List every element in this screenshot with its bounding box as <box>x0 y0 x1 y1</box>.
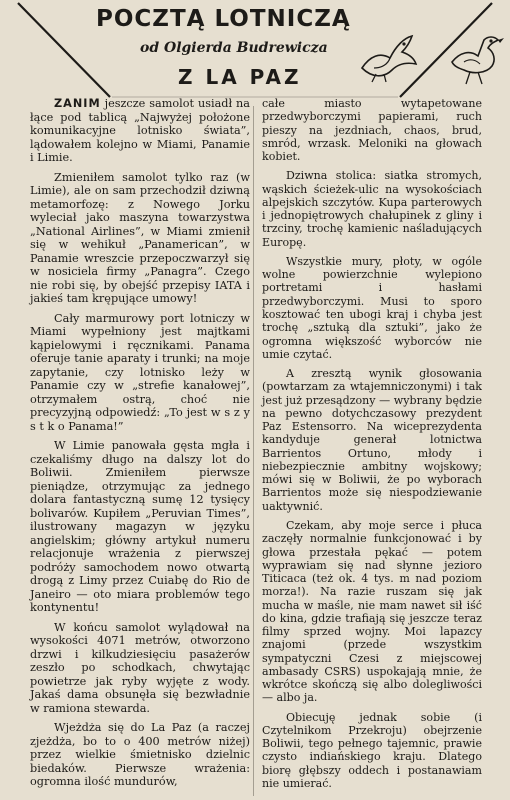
bird-illustration-right <box>444 28 504 86</box>
paragraph: Obiecuję jednak sobie (i Czytelnikom Przekroju) obejrzenie Boliwii, tego pełnego tajemnic, prawie czysto indiańskiego kraju. Dlatego biorę głębszy oddech i postanawiam nie umierać. <box>262 710 482 791</box>
paragraph: Dziwna stolica: siatka stromych, wąskich ścieżek-ulic na wysokościach alpejskich szczytów. Kupa parterowych i jednopiętrowych chałupinek z gliny i trzciny, trochę kamienic naśladujących Europę. <box>262 169 482 249</box>
paragraph: całe miasto wytapetowane przedwyborczymi papierami, ruch pieszy na jezdniach, chaos, brud, smród, wrzask. Meloniki na głowach kobiet. <box>262 97 482 164</box>
paragraph: W końcu samolot wylądował na wysokości 4071 metrów, otworzono drzwi i kilkudziesięciu pasażerów zeszło po schodkach, chwytając powietrze jak ryby wyjęte z wody. Jakaś dama obsunęła się bezwładnie w ramiona stewarda. <box>30 620 250 715</box>
column-divider <box>253 106 254 796</box>
paragraph: W Limie panowała gęsta mgła i czekaliśmy długo na dalszy lot do Boliwii. Zmieniłem pierwsze pieniądze, otrzymując za jednego dolara fantastyczną sumę 12 tysięcy bolivarów. Kupiłem „Peruvian Times”, ilustrowany magazyn w języku angielskim; główny artykuł numeru relacjonuje wrażenia z pierwszej podróży samochodem nowo otwartą drogą z Limy przez Cuiabę do Rio de Janeiro — oto miara problemów tego kontynentu! <box>30 439 250 614</box>
article-column-left <box>30 97 250 795</box>
article-header <box>0 0 510 104</box>
paragraph <box>30 97 250 165</box>
byline: od Olgierda Budrewicza <box>140 40 328 56</box>
lead-word: ZANIM <box>54 97 101 110</box>
paragraph: Cały marmurowy port lotniczy w Miami wypełniony jest majtkami kąpielowymi i ręcznikami. Panama oferuje tanie aparaty i trunki; na moje zapytanie, czy lotnisko leży w Panamie czy w „strefie kanałowej”, otrzymałem ostrą, choć nie precyzyjną odpowiedź: „To jest w s z y s t k o Panama!” <box>30 311 250 433</box>
paragraph-text: jeszcze samolot usiadł na łące pod tablicą „Najwyżej położone komunikacyjne lotnisko świata”, lądowałem kolejno w Miami, Panamie i Limie. <box>30 97 250 164</box>
paragraph: A zresztą wynik głosowania (powtarzam za wtajemniczonymi) i tak jest już przesądzony — wybrany będzie na pewno dotychczasowy prezydent Paz Estensorro. Na wiceprezydenta kandyduje generał lotnictwa Barrientos Ortuno, młody i niebezpiecznie ambitny wojskowy; mówi się w Boliwii, że po wyborach Barrientos może się niespodziewanie uaktywnić. <box>262 367 482 513</box>
paragraph: Czekam, aby moje serce i płuca zaczęły normalnie funkcjonować i by głowa przestała pękać — potem wyprawiam się nad słynne jezioro Titicaca (też ok. 4 tys. m nad poziom morza!). Na razie ruszam się jak mucha w maśle, nie mam nawet sił iść do kina, gdzie trafiają się jeszcze teraz filmy sprzed wojny. Moi lapazcy znajomi (przede wszystkim sympatyczni Czesi z miejscowej ambasady CSRS) uspokajają mnie, że wkrótce skończą się albo dolegliwości — albo ja. <box>262 518 482 705</box>
paragraph: Wszystkie mury, płoty, w ogóle wolne powierzchnie wylepiono portretami i hasłami przedwyborczymi. Musi to sporo kosztować ten ubogi kraj i chyba jest trochę „sztuką dla sztuki”, jako że ogromna większość wyborców nie umie czytać. <box>262 254 482 361</box>
bird-illustration-left <box>356 28 418 84</box>
article-column-right <box>262 97 482 796</box>
headline: POCZTĄ LOTNICZĄ <box>96 6 351 32</box>
paragraph: Zmieniłem samolot tylko raz (w Limie), ale on sam przechodził dziwną metamorfozę: z Nowego Jorku wyleciał jako maszyna towarzystwa „National Airlines”, w Miami zmienił się w wehikuł „Panamerican”, w Panamie wreszcie przepoczwarzył się w nosiciela firmy „Panagra”. Czego nie robi się, by obejść przepisy IATA i jakieś tam krępujące umowy! <box>30 170 250 305</box>
paragraph: Wjeżdża się do La Paz (a raczej zjeżdża, bo to o 400 metrów niżej) przez wielkie śmietnisko dzielnic biedaków. Pierwsze wrażenia: ogromna ilość mundurów, <box>30 721 250 788</box>
dateline-subtitle: Z LA PAZ <box>178 65 302 89</box>
